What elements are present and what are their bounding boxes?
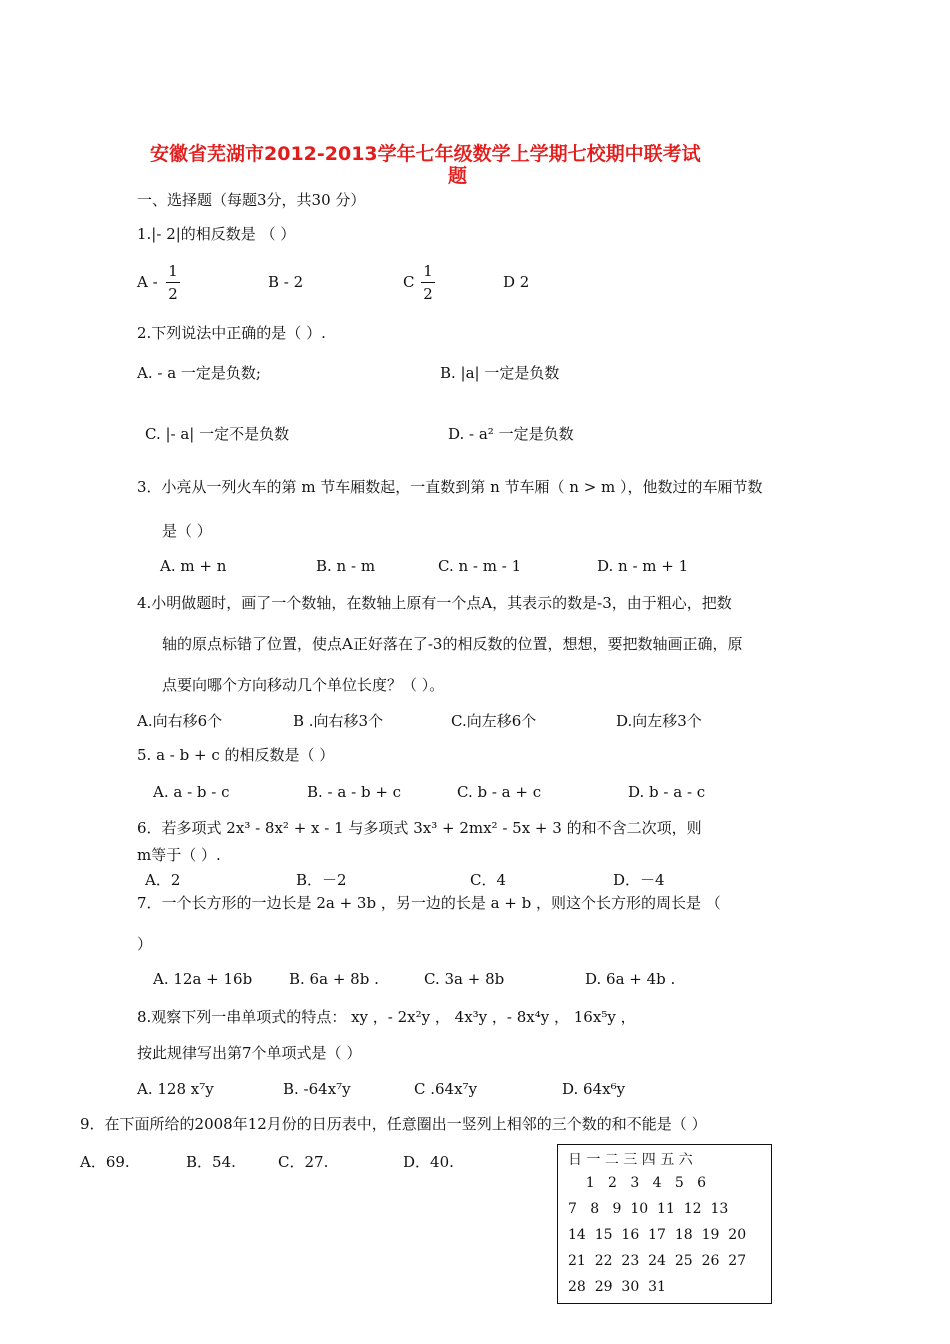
- q1-option-a: A -: [137, 273, 158, 291]
- section-heading: 一、选择题（每题3分，共30 分）: [137, 191, 366, 209]
- q1-stem: 1.|- 2|的相反数是 （ ）: [137, 225, 296, 243]
- q1-a-fraction: 1 2: [166, 262, 180, 303]
- q6-option-a: A．2: [145, 871, 181, 889]
- q5-option-c: C. b - a + c: [457, 783, 542, 801]
- q9-option-d: D．40.: [403, 1153, 454, 1171]
- q8-option-a: A. 128 x⁷y: [137, 1080, 214, 1098]
- q9-option-a: A．69.: [80, 1153, 130, 1171]
- q8-option-d: D. 64x⁶y: [562, 1080, 626, 1098]
- q4-line1: 4.小明做题时，画了一个数轴，在数轴上原有一个点A，其表示的数是-3，由于粗心，把数: [137, 594, 732, 612]
- q5-stem: 5. a - b + c 的相反数是（ ）: [137, 746, 335, 764]
- calendar-header: 日 一 二 三 四 五 六: [568, 1152, 693, 1168]
- q6-option-b: B．－2: [296, 871, 347, 889]
- q6-option-c: C．4: [470, 871, 507, 889]
- calendar-row-3: 14 15 16 17 18 19 20: [568, 1227, 747, 1243]
- q1-c-fraction: 1 2: [421, 262, 435, 303]
- q9-option-c: C．27.: [278, 1153, 329, 1171]
- calendar-row-4: 21 22 23 24 25 26 27: [568, 1253, 747, 1269]
- q8-line1: 8.观察下列一串单项式的特点： xy ，- 2x²y ， 4x³y ，- 8x⁴y ， 16x⁵y ，: [137, 1008, 636, 1026]
- q6-line1: 6．若多项式 2x³ - 8x² + x - 1 与多项式 3x³ + 2mx² - 5x + 3 的和不含二次项，则: [137, 819, 702, 837]
- q7-option-d: D. 6a + 4b .: [585, 970, 676, 988]
- calendar-table: [557, 1144, 772, 1304]
- q7-line2: ）: [137, 935, 153, 953]
- calendar-row-2: 7 8 9 10 11 12 13: [568, 1201, 729, 1217]
- q4-option-d: D.向左移3个: [616, 712, 702, 730]
- q7-option-a: A. 12a + 16b: [153, 970, 253, 988]
- q2-option-d: D. - a² 一定是负数: [448, 425, 574, 443]
- q4-line3: 点要向哪个方向移动几个单位长度？（ ）。: [162, 676, 445, 694]
- calendar-row-1: 1 2 3 4 5 6: [568, 1175, 706, 1191]
- q4-line2: 轴的原点标错了位置，使点A正好落在了-3的相反数的位置，想想，要把数轴画正确，原: [162, 635, 743, 653]
- q7-line1: 7．一个长方形的一边长是 2a + 3b ，另一边的长是 a + b ，则这个长方形的周长是 （: [137, 894, 721, 912]
- q8-line2: 按此规律写出第7个单项式是（ ）: [137, 1044, 362, 1062]
- q2-option-b: B. |a| 一定是负数: [440, 364, 560, 382]
- q5-option-b: B. - a - b + c: [307, 783, 402, 801]
- q1-option-d: D 2: [503, 273, 530, 291]
- q4-option-b: B .向右移3个: [293, 712, 384, 730]
- q4-option-c: C.向左移6个: [451, 712, 537, 730]
- calendar-row-5: 28 29 30 31: [568, 1279, 666, 1295]
- q9-stem: 9．在下面所给的2008年12月份的日历表中，任意圈出一竖列上相邻的三个数的和不能是（ ）: [80, 1115, 707, 1133]
- q8-option-b: B. -64x⁷y: [283, 1080, 351, 1098]
- q3-stem: 3．小亮从一列火车的第 m 节车厢数起，一直数到第 n 节车厢（ n > m ），他数过的车厢节数: [137, 478, 763, 496]
- q1-option-b: B - 2: [268, 273, 304, 291]
- q8-option-c: C .64x⁷y: [414, 1080, 478, 1098]
- q3-option-d: D. n - m + 1: [597, 557, 689, 575]
- q2-option-a: A. - a 一定是负数;: [137, 364, 261, 382]
- q3-option-b: B. n - m: [316, 557, 376, 575]
- q6-option-d: D．－4: [613, 871, 665, 889]
- q5-option-d: D. b - a - c: [628, 783, 706, 801]
- q3-option-a: A. m + n: [160, 557, 227, 575]
- q7-option-c: C. 3a + 8b: [424, 970, 505, 988]
- q2-stem: 2.下列说法中正确的是（ ）.: [137, 324, 326, 342]
- q3-stem-cont: 是（ ）: [162, 522, 212, 540]
- q2-option-c: C. |- a| 一定不是负数: [145, 425, 290, 443]
- page-title-line1: 安徽省芜湖市2012-2013学年七年级数学上学期七校期中联考试: [150, 143, 701, 165]
- page-title-line2: 题: [448, 165, 468, 187]
- q7-option-b: B. 6a + 8b .: [289, 970, 379, 988]
- q3-option-c: C. n - m - 1: [438, 557, 522, 575]
- q5-option-a: A. a - b - c: [153, 783, 230, 801]
- q9-option-b: B．54.: [186, 1153, 236, 1171]
- q1-option-c: C: [403, 273, 415, 291]
- q6-line2: m等于（ ）.: [137, 846, 221, 864]
- q4-option-a: A.向右移6个: [137, 712, 223, 730]
